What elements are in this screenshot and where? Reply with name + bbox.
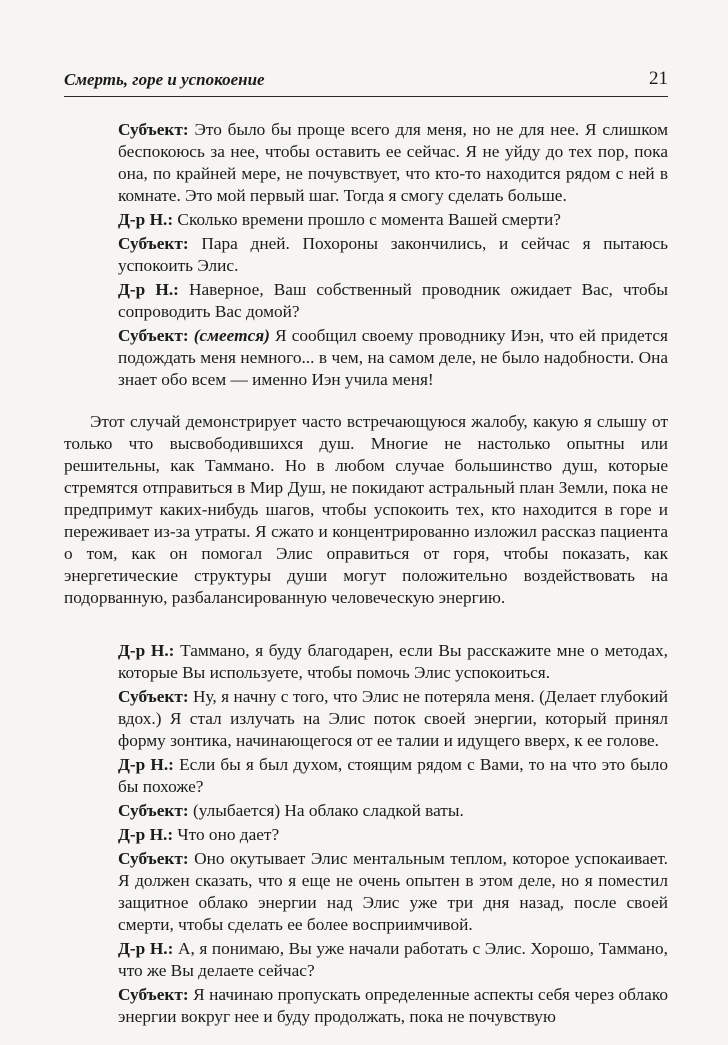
line-text: (улыбается) На облако сладкой ваты.	[188, 801, 464, 820]
page-number: 21	[649, 68, 668, 89]
narrative-paragraph	[64, 411, 668, 609]
dialogue-line	[118, 279, 668, 323]
running-title: Смерть, горе и успокоение	[64, 70, 265, 89]
line-text: Сколько времени прошло с момента Вашей смерти?	[173, 210, 561, 229]
dialogue-line	[118, 824, 668, 846]
speaker-label: Д-р Н.:	[118, 825, 174, 844]
line-text: Наверное, Ваш собственный проводник ожидает Вас, чтобы сопроводить Вас домой?	[118, 280, 669, 321]
speaker-label: Субъект:	[118, 234, 189, 253]
speaker-label: Субъект:	[118, 326, 189, 345]
line-text: Я сообщил своему проводнику Иэн, что ей придется подождать меня немного... в чем, на самом деле, не было надобности. Она знает обо всем — именно Иэн учила меня!	[118, 326, 669, 389]
stage-direction: (смеется)	[188, 326, 270, 345]
dialogue-block-1	[118, 119, 668, 393]
dialogue-line	[118, 800, 668, 822]
line-text: Пара дней. Похороны закончились, и сейчас я пытаюсь успокоить Элис.	[118, 234, 668, 275]
line-text: Ну, я начну с того, что Элис не потеряла меня. (Делает глубокий вдох.) Я стал излучать на Элис поток своей энергии, который принял форму зонтика, начинающегося от ее талии и идущего вверх, к ее голове.	[118, 687, 668, 750]
speaker-label: Д-р Н.:	[118, 641, 175, 660]
dialogue-line	[118, 209, 668, 231]
dialogue-line	[118, 325, 668, 391]
dialogue-block-2	[118, 640, 668, 1030]
dialogue-line	[118, 233, 668, 277]
line-text: Оно окутывает Элис ментальным теплом, которое успокаивает. Я должен сказать, что я еще не очень опытен в этом деле, но я поместил защитное облако энергии над Элис уже три дня назад, после своей смерти, чтобы сделать ее более восприимчивой.	[118, 849, 668, 934]
speaker-label: Субъект:	[118, 687, 189, 706]
speaker-label: Субъект:	[118, 120, 189, 139]
line-text: Что оно дает?	[173, 825, 280, 844]
speaker-label: Д-р Н.:	[118, 939, 174, 958]
dialogue-line	[118, 984, 668, 1028]
dialogue-line	[118, 754, 668, 798]
speaker-label: Д-р Н.:	[118, 280, 179, 299]
dialogue-line	[118, 119, 668, 207]
line-text: А, я понимаю, Вы уже начали работать с Элис. Хорошо, Таммано, что же Вы делаете сейчас?	[118, 939, 669, 980]
speaker-label: Субъект:	[118, 801, 189, 820]
line-text: Я начинаю пропускать определенные аспекты себя через облако энергии вокруг нее и буду продолжать, пока не почувствую	[118, 985, 668, 1026]
running-header	[64, 66, 668, 97]
dialogue-line	[118, 686, 668, 752]
line-text: Это было бы проще всего для меня, но не для нее. Я слишком беспокоюсь за нее, чтобы оставить ее сейчас. Я не уйду до тех пор, пока она, по крайней мере, не почувствует, что кто-то находится рядом с ней в комнате. Это мой первый шаг. Тогда я смогу сделать больше.	[118, 120, 668, 205]
dialogue-line	[118, 848, 668, 936]
narrative-text: Этот случай демонстрирует часто встречающуюся жалобу, какую я слышу от только что высвободившихся душ. Многие не настолько опытны или решительны, как Таммано. Но в любом случае большинство душ, которые стремятся отправиться в Мир Душ, не покидают астральный план Земли, пока не предпримут каких-нибудь шагов, чтобы успокоить тех, кто находится в горе и переживает из-за утраты. Я сжато и концентрированно изложил рассказ пациента о том, как он помогал Элис оправиться от горя, чтобы показать, как энергетические структуры души могут положительно воздействовать на подорванную, разбалансированную человеческую энергию.	[64, 412, 668, 607]
line-text: Если бы я был духом, стоящим рядом с Вами, то на что это было бы похоже?	[118, 755, 668, 796]
dialogue-line	[118, 938, 668, 982]
speaker-label: Субъект:	[118, 849, 189, 868]
line-text: Таммано, я буду благодарен, если Вы расскажите мне о методах, которые Вы используете, чтобы помочь Элис успокоиться.	[118, 641, 668, 682]
speaker-label: Д-р Н.:	[118, 755, 174, 774]
speaker-label: Субъект:	[118, 985, 189, 1004]
speaker-label: Д-р Н.:	[118, 210, 174, 229]
dialogue-line	[118, 640, 668, 684]
